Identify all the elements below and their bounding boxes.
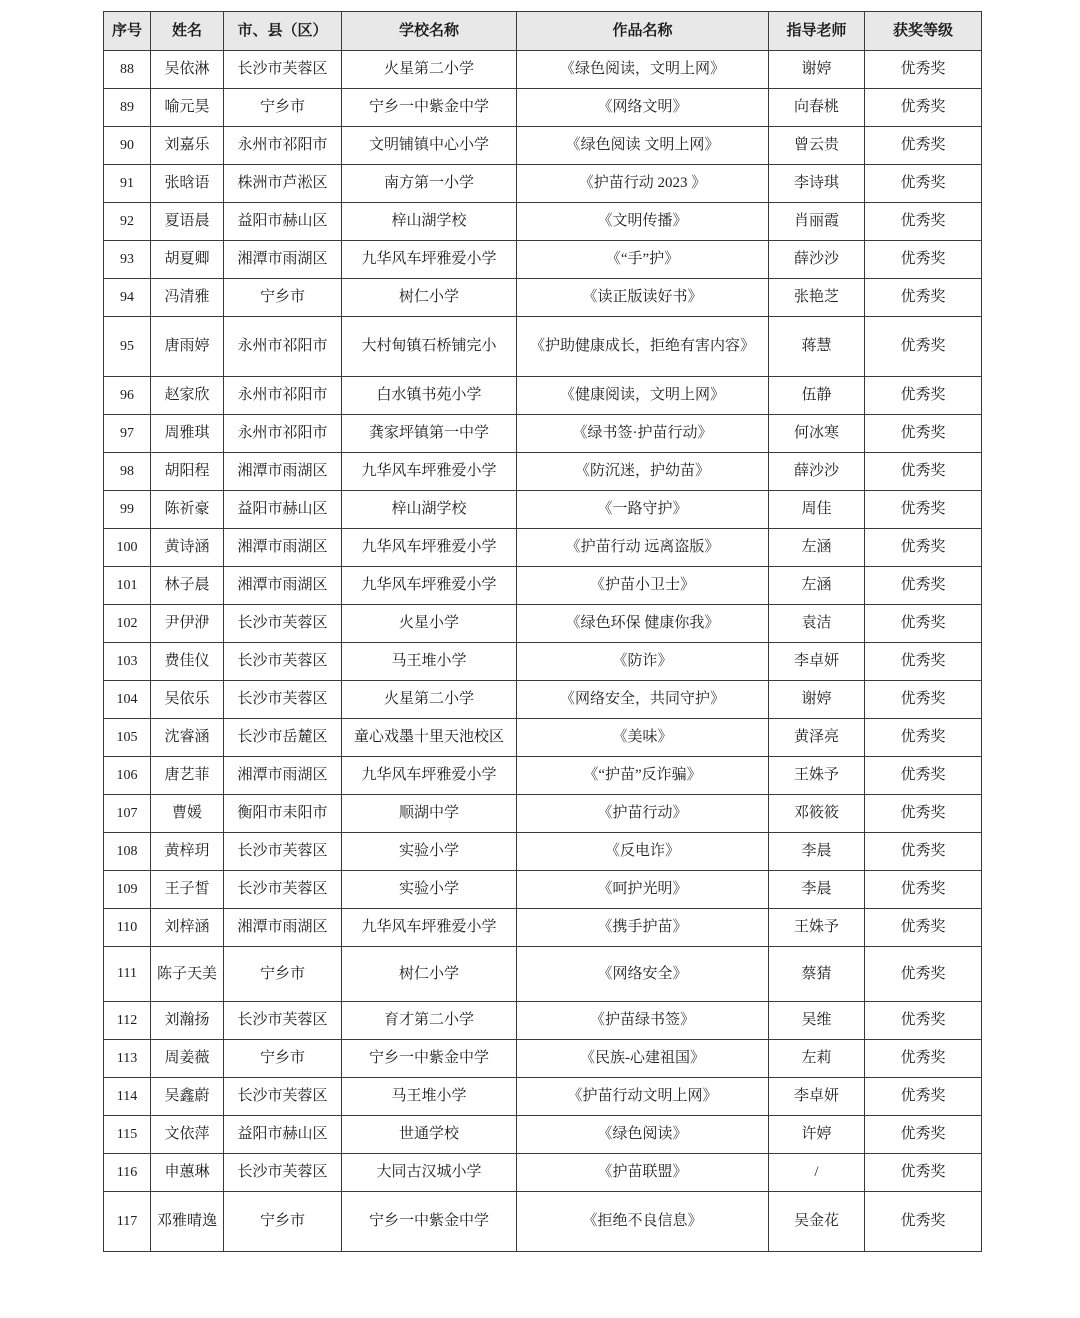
cell-no: 98 <box>104 453 151 491</box>
cell-name: 曹媛 <box>151 795 224 833</box>
cell-no: 92 <box>104 203 151 241</box>
cell-work: 《绿书签·护苗行动》 <box>517 415 769 453</box>
table-row <box>104 317 982 377</box>
cell-school: 九华风车坪雅爱小学 <box>342 529 517 567</box>
cell-award: 优秀奖 <box>865 279 982 317</box>
table-row <box>104 1116 982 1154</box>
cell-school: 实验小学 <box>342 833 517 871</box>
cell-name: 林子晨 <box>151 567 224 605</box>
table-row <box>104 415 982 453</box>
cell-school: 火星小学 <box>342 605 517 643</box>
cell-region: 益阳市赫山区 <box>224 491 342 529</box>
table-row <box>104 567 982 605</box>
cell-teacher: 李卓妍 <box>769 1078 865 1116</box>
table-row <box>104 1040 982 1078</box>
cell-work: 《护苗绿书签》 <box>517 1002 769 1040</box>
cell-name: 周姜薇 <box>151 1040 224 1078</box>
cell-name: 陈子天美 <box>151 947 224 1002</box>
cell-name: 申蕙琳 <box>151 1154 224 1192</box>
cell-no: 95 <box>104 317 151 377</box>
cell-school: 宁乡一中紫金中学 <box>342 1192 517 1252</box>
col-header-teacher: 指导老师 <box>769 12 865 51</box>
cell-no: 103 <box>104 643 151 681</box>
cell-award: 优秀奖 <box>865 415 982 453</box>
table-row <box>104 605 982 643</box>
cell-award: 优秀奖 <box>865 241 982 279</box>
cell-region: 长沙市芙蓉区 <box>224 605 342 643</box>
cell-name: 黄诗涵 <box>151 529 224 567</box>
cell-award: 优秀奖 <box>865 1154 982 1192</box>
table-row <box>104 719 982 757</box>
cell-name: 沈睿涵 <box>151 719 224 757</box>
cell-teacher: 何冰寒 <box>769 415 865 453</box>
cell-award: 优秀奖 <box>865 567 982 605</box>
cell-region: 湘潭市雨湖区 <box>224 909 342 947</box>
cell-no: 116 <box>104 1154 151 1192</box>
cell-school: 火星第二小学 <box>342 51 517 89</box>
cell-name: 黄梓玥 <box>151 833 224 871</box>
cell-region: 湘潭市雨湖区 <box>224 241 342 279</box>
cell-award: 优秀奖 <box>865 757 982 795</box>
table-row <box>104 127 982 165</box>
cell-teacher: 许婷 <box>769 1116 865 1154</box>
table-row <box>104 529 982 567</box>
cell-no: 97 <box>104 415 151 453</box>
cell-work: 《网络安全，共同守护》 <box>517 681 769 719</box>
cell-work: 《护苗小卫士》 <box>517 567 769 605</box>
cell-teacher: 薛沙沙 <box>769 241 865 279</box>
table-row <box>104 947 982 1002</box>
cell-name: 吴依淋 <box>151 51 224 89</box>
cell-region: 长沙市芙蓉区 <box>224 681 342 719</box>
cell-no: 89 <box>104 89 151 127</box>
cell-work: 《民族-心建祖国》 <box>517 1040 769 1078</box>
cell-name: 吴鑫蔚 <box>151 1078 224 1116</box>
cell-work: 《绿色环保 健康你我》 <box>517 605 769 643</box>
table-header-row <box>104 12 982 51</box>
cell-teacher: 黄泽亮 <box>769 719 865 757</box>
table-row <box>104 453 982 491</box>
cell-school: 树仁小学 <box>342 279 517 317</box>
cell-teacher: 李卓妍 <box>769 643 865 681</box>
cell-region: 衡阳市耒阳市 <box>224 795 342 833</box>
cell-school: 九华风车坪雅爱小学 <box>342 909 517 947</box>
cell-award: 优秀奖 <box>865 833 982 871</box>
cell-region: 长沙市岳麓区 <box>224 719 342 757</box>
cell-no: 99 <box>104 491 151 529</box>
cell-award: 优秀奖 <box>865 871 982 909</box>
cell-no: 112 <box>104 1002 151 1040</box>
cell-name: 王子皙 <box>151 871 224 909</box>
cell-teacher: 张艳芝 <box>769 279 865 317</box>
cell-name: 费佳仪 <box>151 643 224 681</box>
cell-award: 优秀奖 <box>865 491 982 529</box>
cell-teacher: 曾云贵 <box>769 127 865 165</box>
cell-teacher: 李诗琪 <box>769 165 865 203</box>
cell-award: 优秀奖 <box>865 529 982 567</box>
cell-award: 优秀奖 <box>865 909 982 947</box>
cell-teacher: 左涵 <box>769 567 865 605</box>
cell-teacher: 伍静 <box>769 377 865 415</box>
cell-teacher: 左涵 <box>769 529 865 567</box>
cell-award: 优秀奖 <box>865 165 982 203</box>
cell-work: 《“护苗”反诈骗》 <box>517 757 769 795</box>
cell-work: 《文明传播》 <box>517 203 769 241</box>
cell-work: 《一路守护》 <box>517 491 769 529</box>
cell-award: 优秀奖 <box>865 643 982 681</box>
cell-no: 107 <box>104 795 151 833</box>
cell-region: 长沙市芙蓉区 <box>224 1154 342 1192</box>
table-row <box>104 51 982 89</box>
cell-school: 文明铺镇中心小学 <box>342 127 517 165</box>
cell-name: 夏语晨 <box>151 203 224 241</box>
cell-name: 胡阳程 <box>151 453 224 491</box>
cell-no: 113 <box>104 1040 151 1078</box>
cell-name: 刘瀚扬 <box>151 1002 224 1040</box>
cell-teacher: 向春桃 <box>769 89 865 127</box>
cell-name: 文依萍 <box>151 1116 224 1154</box>
cell-work: 《防沉迷，护幼苗》 <box>517 453 769 491</box>
col-header-work: 作品名称 <box>517 12 769 51</box>
col-header-no: 序号 <box>104 12 151 51</box>
table-row <box>104 681 982 719</box>
cell-region: 宁乡市 <box>224 279 342 317</box>
cell-region: 湘潭市雨湖区 <box>224 757 342 795</box>
cell-region: 宁乡市 <box>224 1040 342 1078</box>
cell-region: 湘潭市雨湖区 <box>224 567 342 605</box>
cell-school: 树仁小学 <box>342 947 517 1002</box>
cell-school: 梓山湖学校 <box>342 203 517 241</box>
cell-teacher: 左莉 <box>769 1040 865 1078</box>
cell-award: 优秀奖 <box>865 1078 982 1116</box>
cell-teacher: 谢婷 <box>769 51 865 89</box>
cell-work: 《健康阅读，文明上网》 <box>517 377 769 415</box>
cell-school: 宁乡一中紫金中学 <box>342 89 517 127</box>
cell-school: 顺湖中学 <box>342 795 517 833</box>
cell-name: 胡夏卿 <box>151 241 224 279</box>
cell-name: 陈祈豪 <box>151 491 224 529</box>
cell-work: 《网络文明》 <box>517 89 769 127</box>
cell-work: 《拒绝不良信息》 <box>517 1192 769 1252</box>
table-row <box>104 1192 982 1252</box>
cell-award: 优秀奖 <box>865 127 982 165</box>
cell-award: 优秀奖 <box>865 1192 982 1252</box>
table-row <box>104 643 982 681</box>
cell-award: 优秀奖 <box>865 605 982 643</box>
cell-work: 《绿色阅读》 <box>517 1116 769 1154</box>
cell-award: 优秀奖 <box>865 317 982 377</box>
cell-name: 刘梓涵 <box>151 909 224 947</box>
cell-name: 周雅琪 <box>151 415 224 453</box>
cell-school: 马王堆小学 <box>342 1078 517 1116</box>
cell-no: 110 <box>104 909 151 947</box>
cell-teacher: 李晨 <box>769 871 865 909</box>
cell-region: 长沙市芙蓉区 <box>224 833 342 871</box>
cell-work: 《护苗行动》 <box>517 795 769 833</box>
cell-region: 长沙市芙蓉区 <box>224 643 342 681</box>
cell-award: 优秀奖 <box>865 51 982 89</box>
cell-work: 《呵护光明》 <box>517 871 769 909</box>
cell-region: 益阳市赫山区 <box>224 1116 342 1154</box>
cell-region: 宁乡市 <box>224 89 342 127</box>
cell-school: 火星第二小学 <box>342 681 517 719</box>
cell-teacher: 李晨 <box>769 833 865 871</box>
cell-award: 优秀奖 <box>865 947 982 1002</box>
cell-award: 优秀奖 <box>865 203 982 241</box>
cell-teacher: 谢婷 <box>769 681 865 719</box>
cell-no: 109 <box>104 871 151 909</box>
cell-award: 优秀奖 <box>865 1116 982 1154</box>
cell-award: 优秀奖 <box>865 1040 982 1078</box>
cell-name: 唐艺菲 <box>151 757 224 795</box>
cell-name: 赵家欣 <box>151 377 224 415</box>
cell-work: 《“手”护》 <box>517 241 769 279</box>
table-row <box>104 203 982 241</box>
cell-region: 湘潭市雨湖区 <box>224 529 342 567</box>
cell-school: 世通学校 <box>342 1116 517 1154</box>
cell-no: 91 <box>104 165 151 203</box>
table-row <box>104 89 982 127</box>
cell-work: 《护苗行动 远离盗版》 <box>517 529 769 567</box>
cell-name: 刘嘉乐 <box>151 127 224 165</box>
cell-no: 108 <box>104 833 151 871</box>
cell-name: 邓雅晴逸 <box>151 1192 224 1252</box>
table-row <box>104 377 982 415</box>
table-row <box>104 279 982 317</box>
cell-teacher: 邓筱筱 <box>769 795 865 833</box>
cell-region: 长沙市芙蓉区 <box>224 1002 342 1040</box>
cell-work: 《防诈》 <box>517 643 769 681</box>
cell-teacher: 吴维 <box>769 1002 865 1040</box>
cell-region: 长沙市芙蓉区 <box>224 1078 342 1116</box>
cell-name: 唐雨婷 <box>151 317 224 377</box>
cell-school: 九华风车坪雅爱小学 <box>342 453 517 491</box>
cell-name: 喻元昊 <box>151 89 224 127</box>
cell-region: 益阳市赫山区 <box>224 203 342 241</box>
cell-region: 永州市祁阳市 <box>224 317 342 377</box>
cell-award: 优秀奖 <box>865 681 982 719</box>
cell-school: 龚家坪镇第一中学 <box>342 415 517 453</box>
cell-name: 吴依乐 <box>151 681 224 719</box>
cell-no: 90 <box>104 127 151 165</box>
col-header-region: 市、县（区） <box>224 12 342 51</box>
cell-work: 《携手护苗》 <box>517 909 769 947</box>
cell-no: 106 <box>104 757 151 795</box>
cell-teacher: 周佳 <box>769 491 865 529</box>
cell-region: 宁乡市 <box>224 1192 342 1252</box>
cell-work: 《美味》 <box>517 719 769 757</box>
cell-school: 童心戏墨十里天池校区 <box>342 719 517 757</box>
cell-region: 宁乡市 <box>224 947 342 1002</box>
col-header-school: 学校名称 <box>342 12 517 51</box>
cell-no: 88 <box>104 51 151 89</box>
cell-region: 长沙市芙蓉区 <box>224 51 342 89</box>
table-row <box>104 491 982 529</box>
cell-school: 马王堆小学 <box>342 643 517 681</box>
cell-work: 《读正版读好书》 <box>517 279 769 317</box>
table-row <box>104 1078 982 1116</box>
cell-work: 《绿色阅读 文明上网》 <box>517 127 769 165</box>
col-header-name: 姓名 <box>151 12 224 51</box>
cell-teacher: 肖丽霞 <box>769 203 865 241</box>
cell-name: 张晗语 <box>151 165 224 203</box>
cell-teacher: 蔡猜 <box>769 947 865 1002</box>
cell-region: 株洲市芦淞区 <box>224 165 342 203</box>
cell-no: 96 <box>104 377 151 415</box>
award-table-container <box>103 11 981 1252</box>
cell-no: 93 <box>104 241 151 279</box>
cell-award: 优秀奖 <box>865 377 982 415</box>
cell-school: 实验小学 <box>342 871 517 909</box>
table-row <box>104 241 982 279</box>
cell-teacher: / <box>769 1154 865 1192</box>
table-row <box>104 1154 982 1192</box>
col-header-award: 获奖等级 <box>865 12 982 51</box>
cell-work: 《护助健康成长，拒绝有害内容》 <box>517 317 769 377</box>
cell-award: 优秀奖 <box>865 89 982 127</box>
cell-work: 《网络安全》 <box>517 947 769 1002</box>
cell-school: 白水镇书苑小学 <box>342 377 517 415</box>
cell-school: 梓山湖学校 <box>342 491 517 529</box>
cell-region: 永州市祁阳市 <box>224 127 342 165</box>
cell-no: 117 <box>104 1192 151 1252</box>
table-body <box>104 51 982 1252</box>
cell-award: 优秀奖 <box>865 453 982 491</box>
cell-work: 《反电诈》 <box>517 833 769 871</box>
cell-no: 115 <box>104 1116 151 1154</box>
cell-award: 优秀奖 <box>865 1002 982 1040</box>
cell-region: 湘潭市雨湖区 <box>224 453 342 491</box>
cell-school: 九华风车坪雅爱小学 <box>342 241 517 279</box>
cell-school: 育才第二小学 <box>342 1002 517 1040</box>
table-row <box>104 909 982 947</box>
cell-no: 114 <box>104 1078 151 1116</box>
table-row <box>104 871 982 909</box>
cell-no: 105 <box>104 719 151 757</box>
cell-award: 优秀奖 <box>865 795 982 833</box>
cell-school: 大同古汉城小学 <box>342 1154 517 1192</box>
cell-work: 《绿色阅读，文明上网》 <box>517 51 769 89</box>
cell-no: 102 <box>104 605 151 643</box>
award-winners-table <box>103 11 982 1252</box>
cell-work: 《护苗行动 2023 》 <box>517 165 769 203</box>
table-row <box>104 757 982 795</box>
cell-teacher: 吴金花 <box>769 1192 865 1252</box>
cell-no: 100 <box>104 529 151 567</box>
cell-no: 94 <box>104 279 151 317</box>
cell-teacher: 袁洁 <box>769 605 865 643</box>
cell-school: 宁乡一中紫金中学 <box>342 1040 517 1078</box>
cell-work: 《护苗行动文明上网》 <box>517 1078 769 1116</box>
cell-region: 永州市祁阳市 <box>224 377 342 415</box>
table-row <box>104 165 982 203</box>
cell-school: 九华风车坪雅爱小学 <box>342 757 517 795</box>
table-row <box>104 1002 982 1040</box>
table-row <box>104 795 982 833</box>
cell-no: 104 <box>104 681 151 719</box>
cell-award: 优秀奖 <box>865 719 982 757</box>
cell-school: 九华风车坪雅爱小学 <box>342 567 517 605</box>
cell-teacher: 王姝予 <box>769 757 865 795</box>
cell-name: 尹伊洢 <box>151 605 224 643</box>
cell-region: 长沙市芙蓉区 <box>224 871 342 909</box>
cell-work: 《护苗联盟》 <box>517 1154 769 1192</box>
cell-name: 冯清雅 <box>151 279 224 317</box>
cell-school: 大村甸镇石桥铺完小 <box>342 317 517 377</box>
cell-no: 111 <box>104 947 151 1002</box>
cell-no: 101 <box>104 567 151 605</box>
table-row <box>104 833 982 871</box>
cell-teacher: 王姝予 <box>769 909 865 947</box>
cell-region: 永州市祁阳市 <box>224 415 342 453</box>
cell-school: 南方第一小学 <box>342 165 517 203</box>
cell-teacher: 蒋慧 <box>769 317 865 377</box>
cell-teacher: 薛沙沙 <box>769 453 865 491</box>
